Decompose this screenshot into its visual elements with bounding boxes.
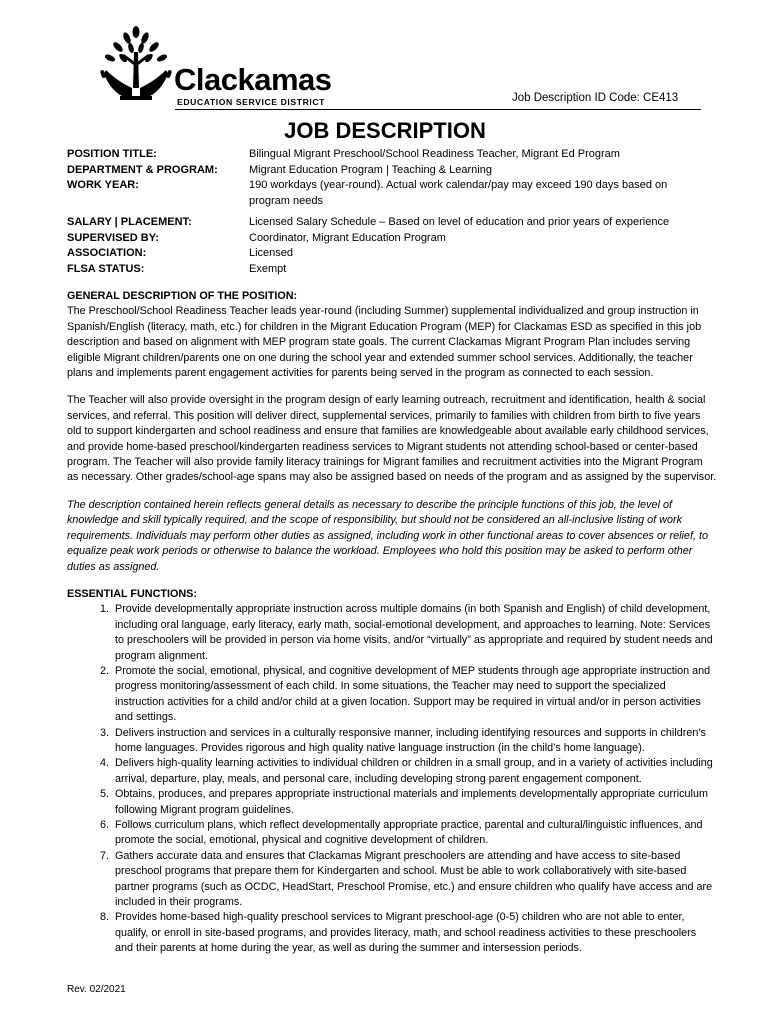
info-value: Licensed Salary Schedule – Based on level of education and prior years of experience [249, 216, 670, 228]
general-description-heading: GENERAL DESCRIPTION OF THE POSITION: [67, 290, 298, 302]
org-subtitle: EDUCATION SERVICE DISTRICT [177, 97, 326, 107]
info-label: FLSA STATUS: [67, 262, 145, 275]
document-body [67, 289, 717, 957]
disclaimer-paragraph: The description contained herein reflects general details as necessary to describe the principle functions of this job, the level of knowledge and skill typically required, and the scope of responsibility, but should not be considered an all-inclusive listing of work requirements. Individuals may perform other duties as assigned, including work in other functional areas to cover absences or relief, to equalize peak work periods or otherwise to balance the workload. Employees who hold this position may be asked to perform other duties as assigned. [67, 498, 708, 573]
info-label: DEPARTMENT & PROGRAM: [67, 163, 218, 176]
clackamas-logo [98, 26, 338, 106]
info-label: POSITION TITLE: [67, 148, 157, 160]
tree-hands-icon [98, 26, 174, 106]
info-row-association [67, 246, 689, 262]
info-value: Bilingual Migrant Preschool/School Readiness Teacher, Migrant Ed Program [249, 148, 620, 160]
revision-date: Rev. 02/2021 [67, 984, 126, 995]
page-title: JOB DESCRIPTION [284, 118, 486, 143]
essential-functions-list [67, 602, 717, 956]
info-row-department [67, 163, 689, 179]
list-item: 2. Promote the social, emotional, physical, and cognitive development of MEP students through age appropriate instruction and progress monitoring/assessment of each child. In some situations, the Teacher may need to support the specialized instruction activities for a child and/or child at a given location. Support may be required in virtual and/or in person activities and settings. [112, 664, 717, 726]
info-value: Migrant Education Program | Teaching & Learning [249, 163, 492, 176]
general-paragraph-1: The Preschool/School Readiness Teacher leads year-round (including Summer) supplemental individualized and group instruction in Spanish/English (literacy, math, etc.) for children in the Migrant Education Program (MEP) for Clackamas ESD as specified in this job description and based on alignment with MEP program state goals. The current Clackamas Migrant Program Plan includes serving eligible Migrant children/parents one on one during the school year and extended summer school services. Additionally, the teacher plans and implements parent engagement activities for parents being served in the program as connected to each session. [67, 305, 702, 380]
info-row-position-title [67, 147, 689, 163]
list-item: 7. Gathers accurate data and ensures that Clackamas Migrant preschoolers are attending and have access to site-based preschool programs that prepare them for Kindergarten and school. Must be able to work collaboratively with site-based partner programs (such as OCDC, HeadStart, Preschool Promise, etc.) and ensure children who qualify have access and are included in their programs. [112, 849, 717, 911]
job-id-code: Job Description ID Code: CE413 [512, 92, 679, 104]
position-info [67, 147, 689, 277]
list-item: 5. Obtains, produces, and prepares appropriate instructional materials and implements developmentally appropriate curriculum following Migrant program guidelines. [112, 787, 717, 818]
info-value: Coordinator, Migrant Education Program [249, 231, 446, 244]
header-divider [175, 109, 701, 110]
org-name: Clackamas [174, 62, 332, 97]
info-row-work-year [67, 178, 689, 209]
list-item: 3. Delivers instruction and services in a culturally responsive manner, including identifying resources and supports in children’s home languages. Provides rigorous and high quality native language instruction (in the child’s home language). [112, 726, 717, 757]
info-label: ASSOCIATION: [67, 247, 147, 259]
info-label: SUPERVISED BY: [67, 231, 159, 244]
info-value: 190 workdays (year-round). Actual work calendar/pay may exceed 190 days based on program needs [249, 179, 668, 207]
info-label: SALARY | PLACEMENT: [67, 216, 192, 228]
list-item: 4. Delivers high-quality learning activities to individual children or children in a small group, and in a variety of activities including arrival, departure, play, meals, and personal care, including developing strong parent engagement component. [112, 756, 717, 787]
info-row-salary [67, 215, 689, 231]
essential-functions-heading: ESSENTIAL FUNCTIONS: [67, 587, 197, 600]
general-paragraph-2: The Teacher will also provide oversight in the program design of early learning outreach, recruitment and identification, health & social services, and referral. This position will deliver direct, supplemental services, primarily to families with children from birth to five years old to support kindergarten and school readiness and ensure that families are knowledgeable about available early childhood services, and provide home-based preschool/kindergarten readiness services to Migrant students not attending school-based or center-based program. The Teacher will also provide family literacy trainings for Migrant families and recruitment activities into the Migrant Program as necessary. Other grades/school-age spans may also be assigned based on needs of the program and as assigned by the supervisor. [67, 394, 717, 484]
list-item: 8. Provides home-based high-quality preschool services to Migrant preschool-age (0-5) children who are not able to enter, qualify, or enroll in site-based programs, and provides literacy, math, and school readiness activities to these preschoolers and their parents at home during the year, as well as during the summer and intersession periods. [112, 910, 717, 956]
list-item: 6. Follows curriculum plans, which reflect developmentally appropriate practice, parental and cultural/linguistic influences, and promote the social, emotional, physical and cognitive development of children. [112, 818, 717, 849]
info-row-supervised-by [67, 231, 689, 247]
info-row-flsa [67, 262, 689, 278]
info-value: Licensed [249, 247, 294, 259]
list-item: 1. Provide developmentally appropriate instruction across multiple domains (in both Spanish and English) of child development, including oral language, early literacy, early math, social-emotional development, and approaches to learning. Note: Services to preschoolers will be provided in person via home visits, and/or “virtually” as appropriate and required by student needs and program alignment. [112, 602, 717, 664]
info-value: Exempt [249, 262, 287, 275]
info-label: WORK YEAR: [67, 179, 139, 191]
